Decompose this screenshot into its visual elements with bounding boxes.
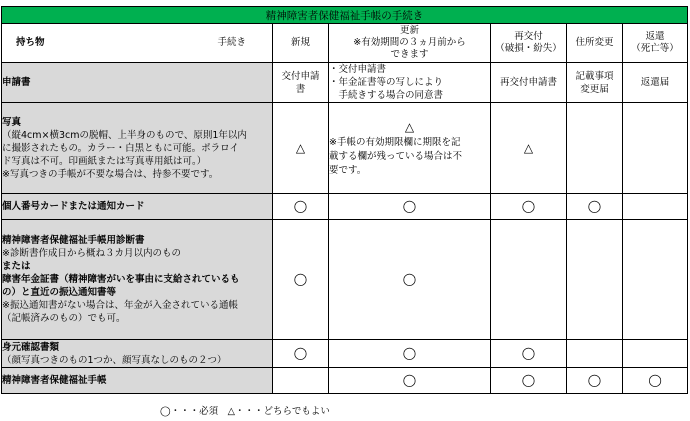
cell-renew: ◯ <box>329 368 491 394</box>
header-line: ※有効期間の３ヵ月前から <box>353 37 466 48</box>
table-row <box>2 340 688 368</box>
cell-return <box>623 103 688 194</box>
header-items-label: 持ち物 <box>16 37 45 48</box>
cell-reissue: 再交付申請書 <box>491 63 567 103</box>
row-item-photo: 写真 （縦4cm×横3cmの脱帽、上半身のもので、原則1年以内 に撮影されたもの。カラー・白黒ともに可能。ポラロイ ド写真は不可。印画紙または写真専用紙は可。） ※写真つきの手帳が不要な場合は、持参不要です。 <box>2 103 273 194</box>
header-line: 返還 <box>645 31 665 42</box>
cell-address: ◯ <box>567 194 623 220</box>
cell-renew: ◯ <box>329 220 491 340</box>
header-corner <box>2 24 273 63</box>
cell-reissue <box>491 220 567 340</box>
cell-renew: ・交付申請書 ・年金証書等の写しにより 手続きする場合の同意書 <box>329 63 491 103</box>
header-line: 新規 <box>290 37 310 48</box>
cell-return <box>623 220 688 340</box>
table-row <box>2 194 688 220</box>
table-row <box>2 368 688 394</box>
cell-renew: △ ※手帳の有効期限欄に期限を記 載する欄が残っている場合は不 要です。 <box>329 103 491 194</box>
header-return <box>623 24 688 63</box>
header-line: （破損・紛失） <box>495 43 562 54</box>
cell-reissue: ◯ <box>491 340 567 368</box>
cell-new: ◯ <box>273 220 329 340</box>
cell-address: ◯ <box>567 368 623 394</box>
cell-return <box>623 340 688 368</box>
header-line: （死亡等） <box>631 43 679 54</box>
cell-return: ◯ <box>623 368 688 394</box>
row-item-handbook: 精神障害者保健福祉手帳 <box>2 368 273 394</box>
cell-return <box>623 194 688 220</box>
header-procedure-label: 手続き <box>217 37 246 48</box>
legend-note: ◯・・・必須 △・・・どちらでもよい <box>160 406 330 417</box>
header-renew <box>329 24 491 63</box>
header-line: 再交付 <box>514 31 543 42</box>
cell-new: △ <box>273 103 329 194</box>
header-line: できます <box>390 49 429 60</box>
cell-address <box>567 220 623 340</box>
cell-new: 交付申請 書 <box>273 63 329 103</box>
procedure-table <box>1 6 688 394</box>
table-row <box>2 220 688 340</box>
header-row <box>2 24 688 63</box>
cell-reissue: ◯ <box>491 368 567 394</box>
header-line: 住所変更 <box>575 37 614 48</box>
cell-address <box>567 103 623 194</box>
cell-renew: ◯ <box>329 340 491 368</box>
table-title: 精神障害者保健福祉手帳の手続き <box>2 7 688 24</box>
cell-return: 返還届 <box>623 63 688 103</box>
row-item-id-docs: 身元確認書類 （顔写真つきのもの1つか、顔写真なしのもの２つ） <box>2 340 273 368</box>
header-reissue <box>491 24 567 63</box>
cell-address <box>567 340 623 368</box>
table-row <box>2 63 688 103</box>
cell-address: 記載事項 変更届 <box>567 63 623 103</box>
row-item-mynumber: 個人番号カードまたは通知カード <box>2 194 273 220</box>
cell-new <box>273 368 329 394</box>
row-item-diagnosis: 精神障害者保健福祉手帳用診断書 ※診断書作成日から概ね３カ月以内のもの または 障害年金証書（精神障害がいを事由に支給されているも の）と直近の振込通知書等 ※振込通知書がない場合は、年金が入金されている通帳 （記帳済みのもの）でも可。 <box>2 220 273 340</box>
header-new <box>273 24 329 63</box>
cell-reissue: ◯ <box>491 194 567 220</box>
header-address-change <box>567 24 623 63</box>
header-line: 更新 <box>399 25 419 36</box>
cell-reissue: △ <box>491 103 567 194</box>
cell-new: ◯ <box>273 340 329 368</box>
cell-renew: ◯ <box>329 194 491 220</box>
cell-new: ◯ <box>273 194 329 220</box>
row-item-application: 申請書 <box>2 63 273 103</box>
table-row <box>2 103 688 194</box>
